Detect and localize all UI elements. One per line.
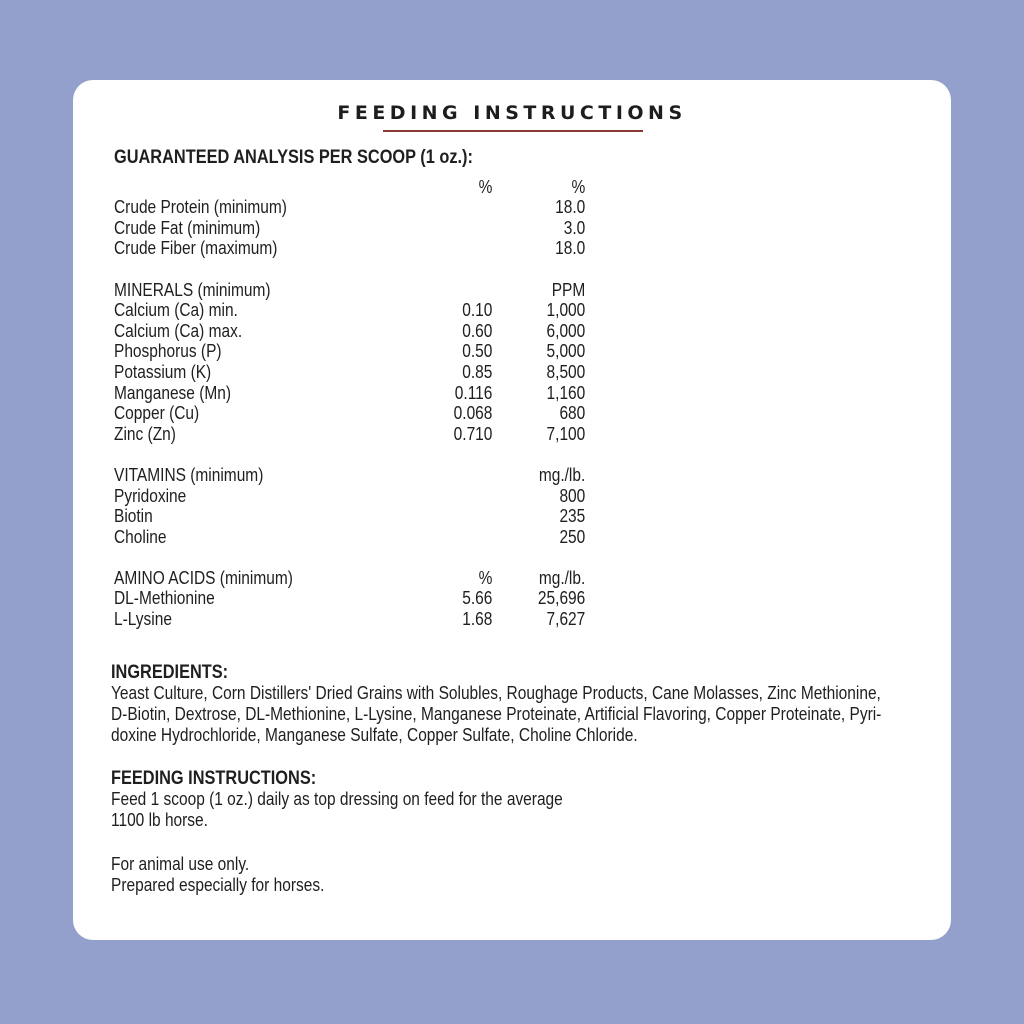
percent-value: 5.66 bbox=[462, 588, 493, 609]
feeding-line: Feed 1 scoop (1 oz.) daily as top dressing on feed for the average bbox=[111, 789, 563, 809]
percent-value: 0.068 bbox=[453, 403, 493, 424]
row-label: Crude Protein (minimum) bbox=[114, 197, 287, 218]
ingredients-line: doxine Hydrochloride, Manganese Sulfate, Copper Sulfate, Choline Chloride. bbox=[111, 725, 638, 745]
percent-value bbox=[415, 218, 492, 239]
amount-value: 680 bbox=[559, 403, 586, 424]
label-card bbox=[73, 80, 951, 940]
amount-value: 1,000 bbox=[546, 300, 586, 321]
amount-value: 7,627 bbox=[546, 609, 586, 630]
title-underline bbox=[383, 130, 643, 132]
row-label: Choline bbox=[114, 526, 167, 547]
feeding-heading: FEEDING INSTRUCTIONS: bbox=[111, 768, 317, 789]
amount-value: % bbox=[571, 176, 586, 197]
percent-value: 0.710 bbox=[453, 423, 493, 444]
table-row bbox=[114, 527, 596, 548]
amount-value: 18.0 bbox=[555, 197, 586, 218]
row-label: Crude Fat (minimum) bbox=[114, 217, 261, 238]
group-header-row bbox=[114, 177, 596, 198]
amount-value: 250 bbox=[559, 526, 586, 547]
row-label: Crude Fiber (maximum) bbox=[114, 238, 278, 259]
table-row bbox=[114, 321, 596, 342]
row-label: Pyridoxine bbox=[114, 485, 187, 506]
row-label: Copper (Cu) bbox=[114, 403, 200, 424]
table-row bbox=[114, 588, 596, 609]
amount-value: 1,160 bbox=[546, 382, 586, 403]
row-label: AMINO ACIDS (minimum) bbox=[114, 567, 293, 588]
table-row bbox=[114, 506, 596, 527]
amount-value: mg./lb. bbox=[538, 567, 586, 588]
amount-value: mg./lb. bbox=[538, 464, 586, 485]
lower-section bbox=[111, 662, 898, 896]
amount-value: 5,000 bbox=[546, 341, 586, 362]
row-label bbox=[114, 177, 415, 198]
table-row bbox=[114, 238, 596, 259]
group-spacer bbox=[114, 259, 596, 280]
amount-value: 6,000 bbox=[546, 320, 586, 341]
group-header-row bbox=[114, 568, 596, 589]
amount-value: 18.0 bbox=[555, 238, 586, 259]
ingredients-line: Yeast Culture, Corn Distillers' Dried Grains with Solubles, Roughage Products, Cane Molasses, Zinc Methionine, bbox=[111, 683, 881, 703]
group-header-row bbox=[114, 280, 596, 301]
percent-value: 0.50 bbox=[462, 341, 493, 362]
percent-value: 0.85 bbox=[462, 361, 493, 382]
percent-value: 0.10 bbox=[462, 300, 493, 321]
row-label: L-Lysine bbox=[114, 609, 172, 630]
percent-value bbox=[415, 197, 492, 218]
table-row bbox=[114, 383, 596, 404]
table-row bbox=[114, 609, 596, 630]
percent-value: % bbox=[478, 567, 493, 588]
analysis-table bbox=[114, 177, 596, 630]
ingredients-line: D-Biotin, Dextrose, DL-Methionine, L-Lysine, Manganese Proteinate, Artificial Flavoring, Copper Proteinate, Pyri- bbox=[111, 704, 882, 724]
amount-value: 7,100 bbox=[546, 423, 586, 444]
row-label: Calcium (Ca) max. bbox=[114, 320, 243, 341]
row-label: MINERALS (minimum) bbox=[114, 279, 271, 300]
percent-value bbox=[415, 465, 492, 486]
amount-value: PPM bbox=[551, 279, 586, 300]
row-label: VITAMINS (minimum) bbox=[114, 464, 264, 485]
percent-value: 1.68 bbox=[462, 609, 493, 630]
note-line: For animal use only. bbox=[111, 854, 250, 874]
row-label: Biotin bbox=[114, 506, 153, 527]
ingredients-heading: INGREDIENTS: bbox=[111, 662, 229, 683]
row-label: Calcium (Ca) min. bbox=[114, 300, 238, 321]
percent-value bbox=[415, 527, 492, 548]
percent-value: 0.60 bbox=[462, 320, 493, 341]
amount-value: 25,696 bbox=[537, 588, 586, 609]
page-title: FEEDING INSTRUCTIONS bbox=[337, 102, 687, 124]
note-line: Prepared especially for horses. bbox=[111, 875, 325, 895]
row-label: Zinc (Zn) bbox=[114, 423, 176, 444]
percent-value bbox=[415, 238, 492, 259]
percent-value: 0.116 bbox=[454, 382, 493, 403]
table-row bbox=[114, 218, 596, 239]
group-spacer bbox=[114, 444, 596, 465]
table-row bbox=[114, 403, 596, 424]
group-header-row bbox=[114, 465, 596, 486]
analysis-heading: GUARANTEED ANALYSIS PER SCOOP (1 oz.): bbox=[114, 147, 473, 168]
percent-value: % bbox=[478, 176, 493, 197]
percent-value bbox=[415, 506, 492, 527]
amount-value: 235 bbox=[559, 506, 586, 527]
feeding-line: 1100 lb horse. bbox=[111, 810, 208, 830]
percent-value bbox=[415, 280, 492, 301]
row-label: Potassium (K) bbox=[114, 361, 212, 382]
table-row bbox=[114, 197, 596, 218]
amount-value: 800 bbox=[559, 485, 586, 506]
row-label: Manganese (Mn) bbox=[114, 382, 232, 403]
table-row bbox=[114, 486, 596, 507]
amount-value: 8,500 bbox=[546, 361, 586, 382]
table-row bbox=[114, 362, 596, 383]
row-label: Phosphorus (P) bbox=[114, 341, 222, 362]
group-spacer bbox=[114, 547, 596, 568]
amount-value: 3.0 bbox=[563, 217, 586, 238]
guaranteed-analysis-section bbox=[114, 148, 596, 630]
percent-value bbox=[415, 486, 492, 507]
table-row bbox=[114, 341, 596, 362]
table-row bbox=[114, 424, 596, 445]
table-row bbox=[114, 300, 596, 321]
row-label: DL-Methionine bbox=[114, 588, 215, 609]
